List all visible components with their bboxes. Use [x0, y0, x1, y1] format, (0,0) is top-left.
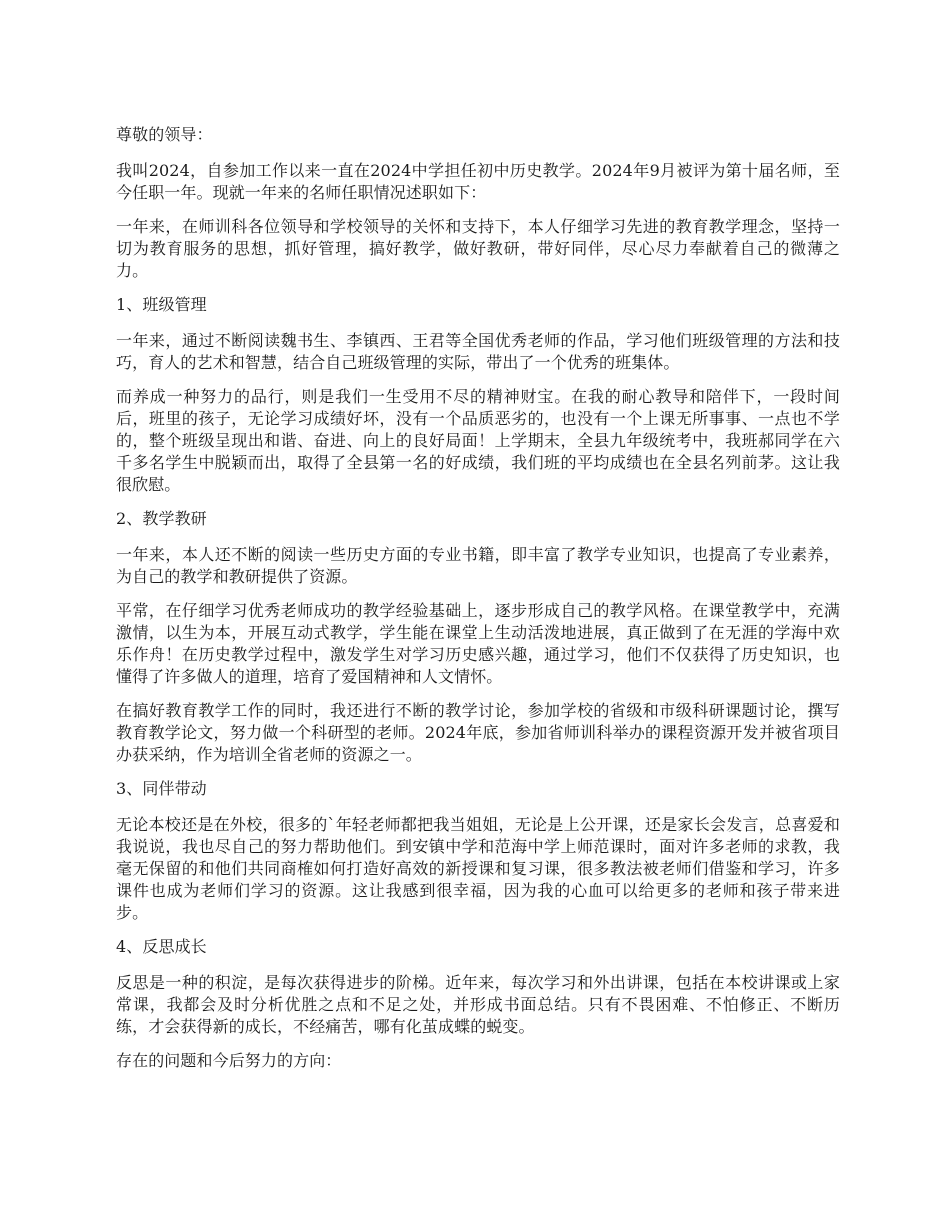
document-body [116, 124, 840, 1072]
section-paragraph: 一年来，通过不断阅读魏书生、李镇西、王君等全国优秀老师的作品，学习他们班级管理的方法和技巧，育人的艺术和智慧，结合自己班级管理的实际，带出了一个优秀的班集体。 [116, 331, 840, 372]
section-paragraph: 而养成一种努力的品行，则是我们一生受用不尽的精神财宝。在我的耐心教导和陪伴下，一段时间后，班里的孩子，无论学习成绩好坏，没有一个品质恶劣的，也没有一个上课无所事事、一点也不学的，整个班级呈现出和谐、奋进、向上的良好局面！上学期末，全县九年级统考中，我班郝同学在六千多名学生中脱颖而出，取得了全县第一名的好成绩，我们班的平均成绩也在全县名列前茅。这让我很欣慰。 [116, 387, 840, 494]
section-heading: 3、同伴带动 [116, 779, 207, 798]
section-paragraph: 无论本校还是在外校，很多的`年轻老师都把我当姐姐，无论是上公开课，还是家长会发言，总喜爱和我说说，我也尽自己的努力帮助他们。到安镇中学和范海中学上师范课时，面对许多老师的求教，我毫无保留的和他们共同商榷如何打造好高效的新授课和复习课，很多教法被老师们借鉴和学习，许多课件也成为老师们学习的资源。这让我感到很幸福，因为我的心血可以给更多的老师和孩子带来进步。 [116, 815, 840, 922]
section-paragraph: 平常，在仔细学习优秀老师成功的教学经验基础上，逐步形成自己的教学风格。在课堂教学中，充满激情，以生为本，开展互动式教学，学生能在课堂上生动活泼地进展，真正做到了在无涯的学海中欢乐作舟！在历史教学过程中，激发学生对学习历史感兴趣，通过学习，他们不仅获得了历史知识，也懂得了许多做人的道理，培育了爱国精神和人文情怀。 [116, 601, 840, 686]
section-heading: 1、班级管理 [116, 295, 207, 314]
salutation: 尊敬的领导： [116, 125, 213, 144]
section-paragraph: 反思是一种的积淀，是每次获得进步的阶梯。近年来，每次学习和外出讲课，包括在本校讲课或上家常课，我都会及时分析优胜之点和不足之处，并形成书面总结。只有不畏困难、不怕修正、不断历练，才会获得新的成长，不经痛苦，哪有化茧成蝶的蜕变。 [116, 973, 840, 1036]
section-paragraph: 一年来，本人还不断的阅读一些历史方面的专业书籍，即丰富了教学专业知识，也提高了专业素养，为自己的教学和教研提供了资源。 [116, 545, 840, 586]
section-heading: 2、教学教研 [116, 509, 207, 528]
intro-paragraph: 一年来，在师训科各位领导和学校领导的关怀和支持下，本人仔细学习先进的教育教学理念，坚持一切为教育服务的思想，抓好管理，搞好教学，做好教研，带好同伴，尽心尽力奉献着自己的微薄之力。 [116, 217, 840, 280]
intro-paragraph: 我叫2024，自参加工作以来一直在2024中学担任初中历史教学。2024年9月被评为第十届名师，至今任职一年。现就一年来的名师任职情况述职如下： [116, 161, 840, 202]
closing-line: 存在的问题和今后努力的方向： [116, 1051, 342, 1070]
section-paragraph: 在搞好教育教学工作的同时，我还进行不断的教学讨论，参加学校的省级和市级科研课题讨论，撰写教育教学论文，努力做一个科研型的老师。2024年底，参加省师训科举办的课程资源开发并被省项目办获采纳，作为培训全省老师的资源之一。 [116, 701, 840, 764]
section-heading: 4、反思成长 [116, 937, 207, 956]
